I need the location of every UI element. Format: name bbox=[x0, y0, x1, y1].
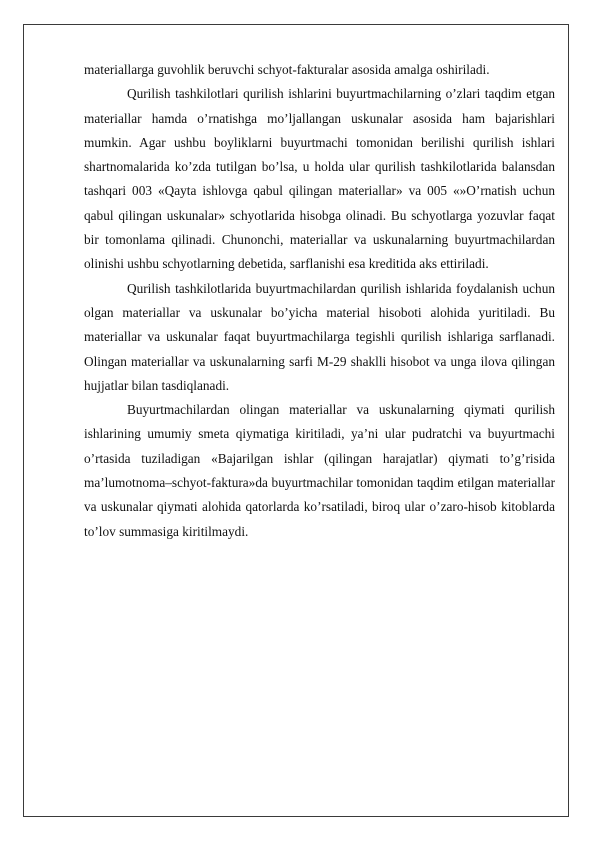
paragraph-material-report: Qurilish tashkilotlarida buyurtmachilardan qurilish ishlarida foydalanish uchun olgan materiallar va uskunalar bo’yicha material hisoboti alohida yuritiladi. Bu materiallar va uskunalar faqat buyurtmachilarga tegishli qurilish ishlariga sarflanadi. Olingan materiallar va uskunalarning sarfi M-29 shaklli hisobot va unga ilova qilingan hujjatlar bilan tasdiqlanadi. bbox=[84, 280, 555, 393]
paragraph-continuation: materiallarga guvohlik beruvchi schyot-fakturalar asosida amalga oshiriladi. bbox=[84, 62, 490, 77]
paragraph-cost-inclusion: Buyurtmachilardan olingan materiallar va uskunalarning qiymati qurilish ishlarining umumiy smeta qiymatiga kiritiladi, ya’ni ular pudratchi va buyurtmachi o’rtasida tuziladigan «Bajarilgan ishlar (qilingan harajatlar) qiymati to’g’risida ma’lumotnoma–schyot-faktura»da buyurtmachilar tomonidan taqdim etilgan materiallar va uskunalar qiymati alohida qatorlarda ko’rsatiladi, biroq ular o’zaro-hisob kitoblarda to’lov summasiga kiritilmaydi. bbox=[84, 402, 555, 539]
paragraph-customer-materials: Qurilish tashkilotlari qurilish ishlarini buyurtmachilarning o’zlari taqdim etgan materiallar hamda o’rnatishga mo’ljallangan uskunalar asosida ham bajarishlari mumkin. Agar ushbu boyliklarni buyurtmachi tomonidan berilishi qurilish ishlari shartnomalarida ko’zda tutilgan bo’lsa, u holda ular qurilish tashkilotlarida balansdan tashqari 003 «Qayta ishlovga qabul qilingan materiallar» va 005 «»O’rnatish uchun qabul qilingan uskunalar» schyotlarida hisobga olinadi. Bu schyotlarga yozuvlar faqat bir tomonlama qilinadi. Chunonchi, materiallar va uskunalarning buyurtmachilardan olinishi ushbu schyotlarning debetida, sarflanishi esa kreditida aks ettiriladi. bbox=[84, 86, 555, 272]
document-body bbox=[84, 58, 555, 544]
